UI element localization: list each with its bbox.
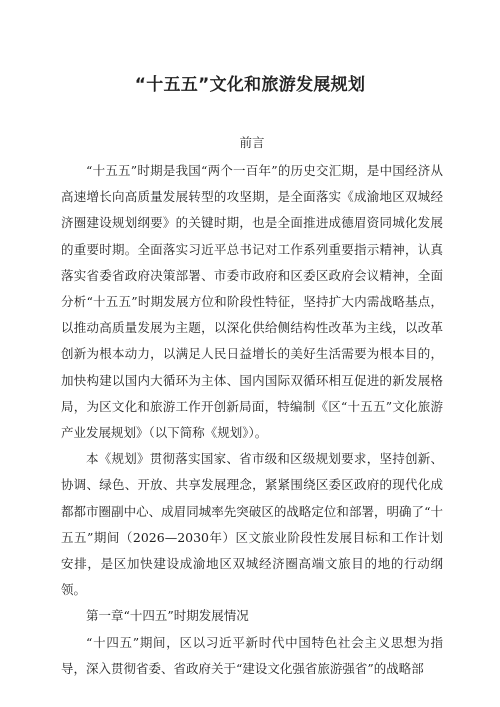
document-title: “十五五”文化和旅游发展规划 [134,75,366,95]
preface-heading: 前言 [239,135,265,150]
document-body [61,132,443,682]
paragraph-chapter-1: “十四五”期间，区以习近平新时代中国特色社会主义思想为指导，深入贯彻省委、省政府关于“建设文化强省旅游强省”的战略部 [61,634,443,676]
paragraph-preface-1: “十五五”时期是我国“两个一百年”的历史交汇期，是中国经济从高速增长向高质量发展转型的攻坚期，是全面落实《成渝地区双城经济圈建设规划纲要》的关键时期，也是全面推进成德眉资同城化发展的重要时期。全面落实习近平总书记对工作系列重要指示精神，认真落实省委省政府决策部署、市委市政府和区委区政府会议精神，全面分析“十五五”时期发展方位和阶段性特征，坚持扩大内需战略基点，以推动高质量发展为主题，以深化供给侧结构性改革为主线，以改革创新为根本动力，以满足人民日益增长的美好生活需要为根本目的，加快构建以国内大循环为主体、国内国际双循环相互促进的新发展格局，为区文化和旅游工作开创新局面，特编制《区“十五五”文化旅游产业发展规划》（以下简称《规划》）。 [61,163,443,441]
paragraph-preface-2: 本《规划》贯彻落实国家、省市级和区级规划要求，坚持创新、协调、绿色、开放、共享发展理念，紧紧围绕区委区政府的现代化成都都市圈副中心、成眉同城率先突破区的战略定位和部署，明确了“十五五”期间（2026—2030年）区文旅业阶段性发展目标和工作计划安排，是区加快建设成渝地区双城经济圈高端文旅目的地的行动纲领。 [61,451,443,598]
chapter-heading: 第一章“十四五”时期发展情况 [86,608,249,624]
